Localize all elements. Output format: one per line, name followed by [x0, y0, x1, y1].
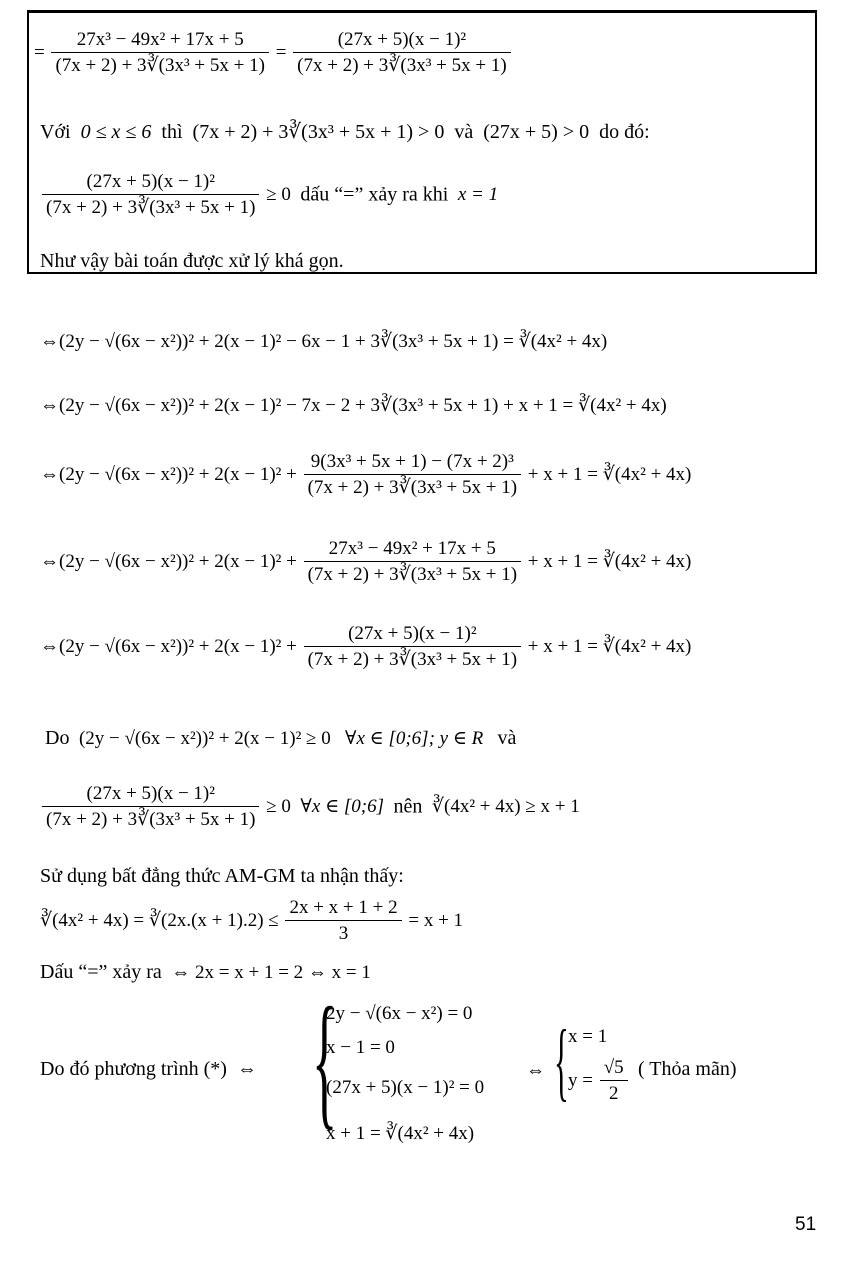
system-row-1: 2y − √(6x − x²) = 0	[326, 1003, 473, 1024]
system-row-3: (27x + 5)(x − 1)² = 0	[326, 1077, 485, 1098]
text: Do	[45, 727, 70, 749]
solution-y-fraction	[600, 1058, 628, 1103]
fraction-denominator: (7x + 2) + 3∛(3x³ + 5x + 1)	[42, 194, 259, 217]
solution-y-numerator: √5	[603, 1057, 624, 1078]
step-5-prefix: ⇔(2y − √(6x − x²))² + 2(x − 1)² +	[40, 636, 297, 657]
step-5-denominator: (7x + 2) + 3∛(3x³ + 5x + 1)	[304, 646, 521, 669]
system-row-4: x + 1 = ∛(4x² + 4x)	[326, 1123, 475, 1144]
step-5	[40, 624, 691, 669]
condition: 0 ≤ x ≤ 6	[80, 121, 152, 143]
system-label	[40, 1059, 257, 1079]
text: và	[497, 727, 517, 749]
quantifier: ∀x ∈ [0;6]	[300, 796, 385, 817]
fraction-2	[293, 30, 510, 75]
text: dấu “=” xảy ra khi	[300, 183, 449, 206]
solution-x: x = 1	[568, 1026, 608, 1047]
step-4-prefix: ⇔(2y − √(6x − x²))² + 2(x − 1)² +	[40, 551, 297, 572]
amgm-rhs: = x + 1	[408, 910, 464, 931]
fraction-2-denominator: (7x + 2) + 3∛(3x³ + 5x + 1)	[293, 52, 510, 75]
text: thì	[161, 121, 183, 143]
fraction-2-numerator: (27x + 5)(x − 1)²	[337, 29, 467, 50]
text: Với	[40, 121, 71, 143]
system-row-2: x − 1 = 0	[326, 1037, 395, 1058]
amgm-denominator: 3	[285, 920, 401, 943]
step-3-numerator: 9(3x³ + 5x + 1) − (7x + 2)³	[310, 451, 514, 472]
step-4-suffix: + x + 1 = ∛(4x² + 4x)	[527, 551, 692, 572]
step-3-denominator: (7x + 2) + 3∛(3x³ + 5x + 1)	[304, 474, 521, 497]
box-line-4: Như vậy bài toán được xử lý khá gọn.	[40, 250, 344, 272]
text: Dấu “=” xảy ra	[40, 961, 162, 983]
do-line	[45, 728, 516, 748]
fraction-numerator: (27x + 5)(x − 1)²	[86, 171, 215, 192]
text: Do đó phương trình (*)	[40, 1058, 227, 1080]
fraction-numerator: (27x + 5)(x − 1)²	[86, 783, 215, 804]
step-4-numerator: 27x³ − 49x² + 17x + 5	[328, 538, 496, 559]
step-4	[40, 539, 691, 584]
step-5-fraction	[304, 624, 521, 669]
fraction-line	[40, 784, 580, 829]
step-3-fraction	[304, 452, 521, 497]
system-brace-icon: {	[312, 977, 338, 1143]
expression: (7x + 2) + 3∛(3x³ + 5x + 1) > 0	[192, 121, 445, 143]
equals-sign: =	[34, 42, 45, 63]
solution-y-lhs: y =	[568, 1070, 593, 1091]
expression: ⇔ 2x = x + 1 = 2 ⇔ x = 1	[171, 962, 371, 983]
step-5-suffix: + x + 1 = ∛(4x² + 4x)	[527, 636, 692, 657]
text: nên	[393, 795, 423, 818]
condition: x = 1	[457, 184, 499, 205]
solution-brace-icon: {	[554, 1013, 569, 1110]
fraction	[42, 172, 259, 217]
amgm-intro: Sử dụng bất đẳng thức AM-GM ta nhận thấy:	[40, 865, 404, 887]
step-1: ⇔(2y − √(6x − x²))² + 2(x − 1)² − 6x − 1 + 3∛(3x³ + 5x + 1) = ∛(4x² + 4x)	[40, 331, 608, 352]
amgm-numerator: 2x + x + 1 + 2	[289, 897, 398, 918]
box-line-1	[34, 30, 513, 75]
box-line-3	[40, 172, 498, 217]
box-line-2	[40, 122, 650, 142]
equals-sign: =	[275, 42, 287, 63]
fraction-1-numerator: 27x³ − 49x² + 17x + 5	[76, 29, 244, 50]
step-2: ⇔(2y − √(6x − x²))² + 2(x − 1)² − 7x − 2 + 3∛(3x³ + 5x + 1) + x + 1 = ∛(4x² + 4x)	[40, 395, 667, 416]
step-3-suffix: + x + 1 = ∛(4x² + 4x)	[527, 464, 692, 485]
expression: (2y − √(6x − x²))² + 2(x − 1)² ≥ 0	[78, 728, 331, 749]
amgm-fraction	[285, 898, 401, 943]
iff-symbol: ⇔	[236, 1058, 257, 1080]
satisfied-note: ( Thỏa mãn)	[638, 1058, 737, 1080]
page-number: 51	[795, 1214, 817, 1235]
fraction-1	[51, 30, 268, 75]
iff-symbol-2: ⇔	[526, 1060, 545, 1081]
conclusion: ∛(4x² + 4x) ≥ x + 1	[431, 796, 580, 817]
solution-y-denominator: 2	[600, 1080, 628, 1103]
inequality: ≥ 0	[266, 796, 291, 817]
solution-y	[568, 1058, 630, 1103]
inequality: ≥ 0	[266, 184, 291, 205]
fraction	[42, 784, 259, 829]
quantifier: ∀x ∈ [0;6]; y ∈ R	[344, 728, 484, 749]
amgm-line	[40, 898, 463, 943]
amgm-lhs: ∛(4x² + 4x) = ∛(2x.(x + 1).2) ≤	[40, 910, 279, 931]
text: do đó:	[599, 121, 650, 143]
step-5-numerator: (27x + 5)(x − 1)²	[348, 623, 477, 644]
step-3-prefix: ⇔(2y − √(6x − x²))² + 2(x − 1)² +	[40, 464, 297, 485]
expression: (27x + 5) > 0	[483, 121, 590, 143]
step-4-fraction	[304, 539, 521, 584]
text: và	[454, 121, 474, 143]
fraction-denominator: (7x + 2) + 3∛(3x³ + 5x + 1)	[42, 806, 259, 829]
fraction-1-denominator: (7x + 2) + 3∛(3x³ + 5x + 1)	[51, 52, 268, 75]
step-4-denominator: (7x + 2) + 3∛(3x³ + 5x + 1)	[304, 561, 521, 584]
step-3	[40, 452, 691, 497]
